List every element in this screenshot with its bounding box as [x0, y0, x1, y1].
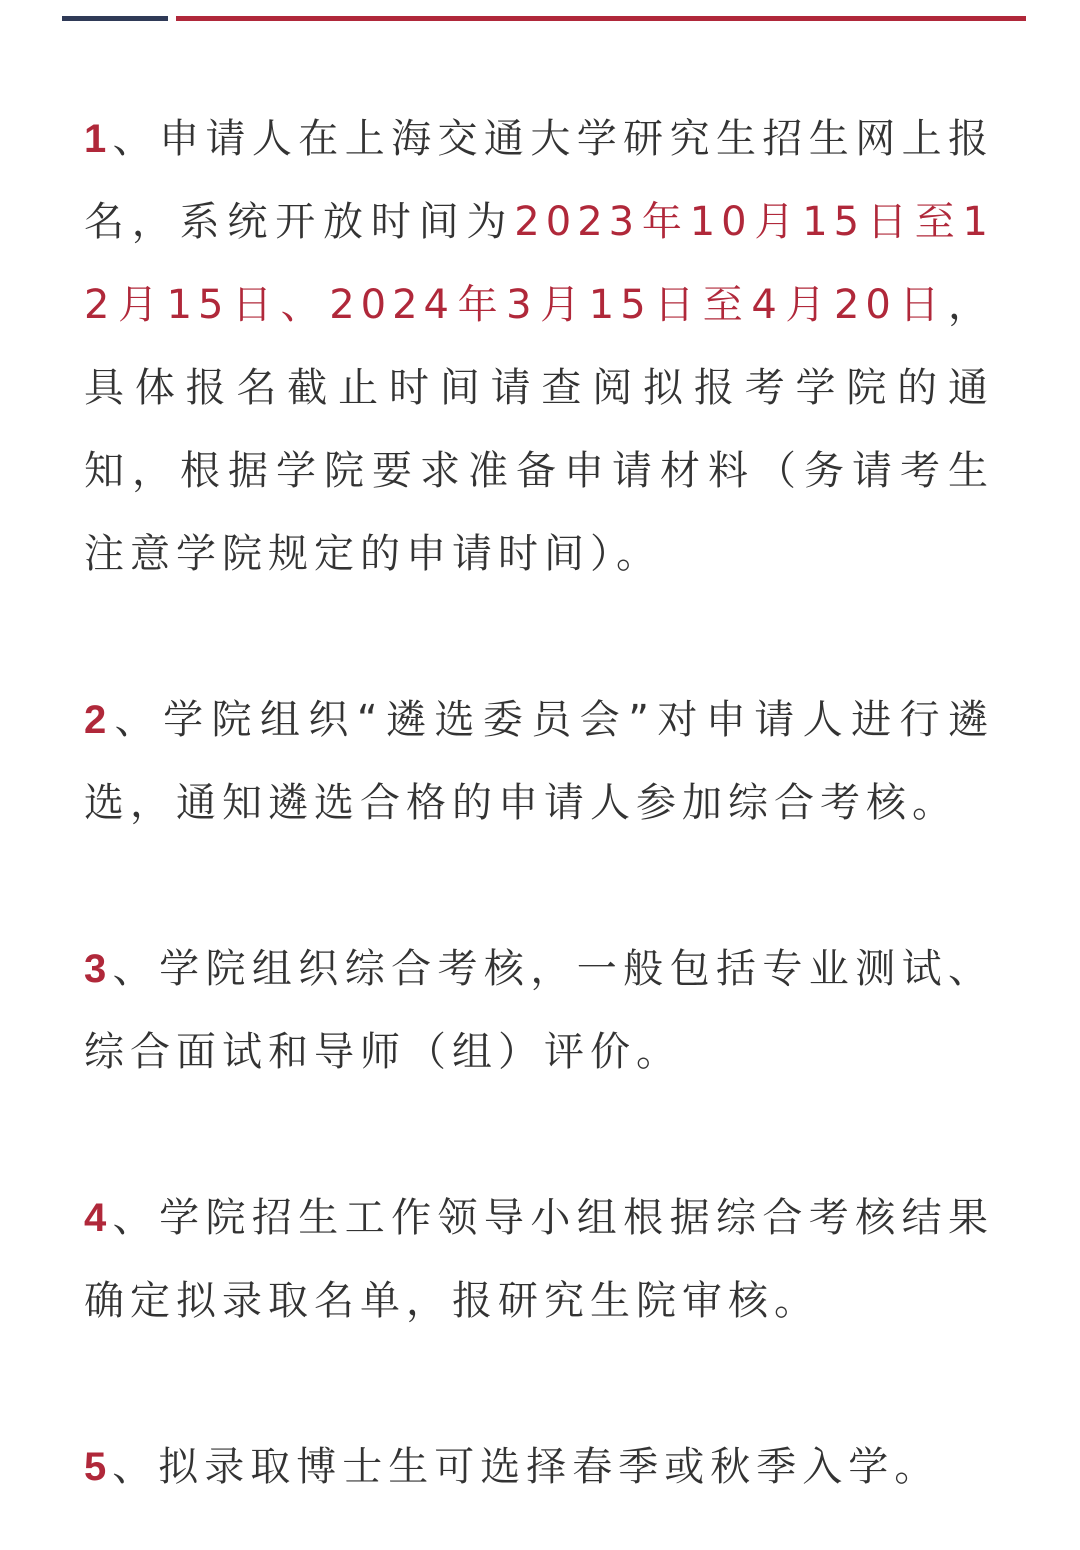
step-4: [84, 1177, 994, 1343]
section-header-rules: [0, 0, 1080, 30]
step-1: [84, 98, 994, 596]
step-separator: 、: [112, 1444, 159, 1490]
step-separator: 、: [112, 116, 160, 162]
step-3: [84, 928, 994, 1094]
step-number: 5: [84, 1445, 113, 1489]
step-separator: 、: [112, 946, 160, 992]
step-5: [84, 1426, 994, 1509]
step-number: 2: [84, 698, 113, 742]
step-number: 4: [84, 1196, 113, 1240]
admission-steps: [84, 98, 994, 1509]
step-separator: 、: [112, 697, 164, 743]
step-separator: 、: [112, 1195, 160, 1241]
step-text: 学院招生工作领导小组根据综合考核结果确定拟录取名单，报研究生院审核。: [84, 1195, 995, 1324]
step-text: 学院组织“遴选委员会”对申请人进行遴选，通知遴选合格的申请人参加综合考核。: [84, 697, 994, 826]
step-2: [84, 679, 994, 845]
header-rule-navy: [62, 16, 168, 21]
step-text: 申请人在上海交通大学研究生招生网上报名，系统开放时间为: [84, 116, 995, 245]
registration-dates: 2023年10月15日至12月15日、2024年3月15日至4月20日: [84, 199, 995, 328]
step-text-continued: ，具体报名截止时间请查阅拟报考学院的通知，根据学院要求准备申请材料（务请考生注意学院规定的申请时间）。: [84, 282, 994, 577]
header-rule-red: [176, 16, 1026, 21]
step-text: 学院组织综合考核，一般包括专业测试、综合面试和导师（组）评价。: [84, 946, 995, 1075]
step-text: 拟录取博士生可选择春季或秋季入学。: [158, 1444, 941, 1490]
step-number: 1: [84, 117, 113, 161]
step-number: 3: [84, 947, 113, 991]
